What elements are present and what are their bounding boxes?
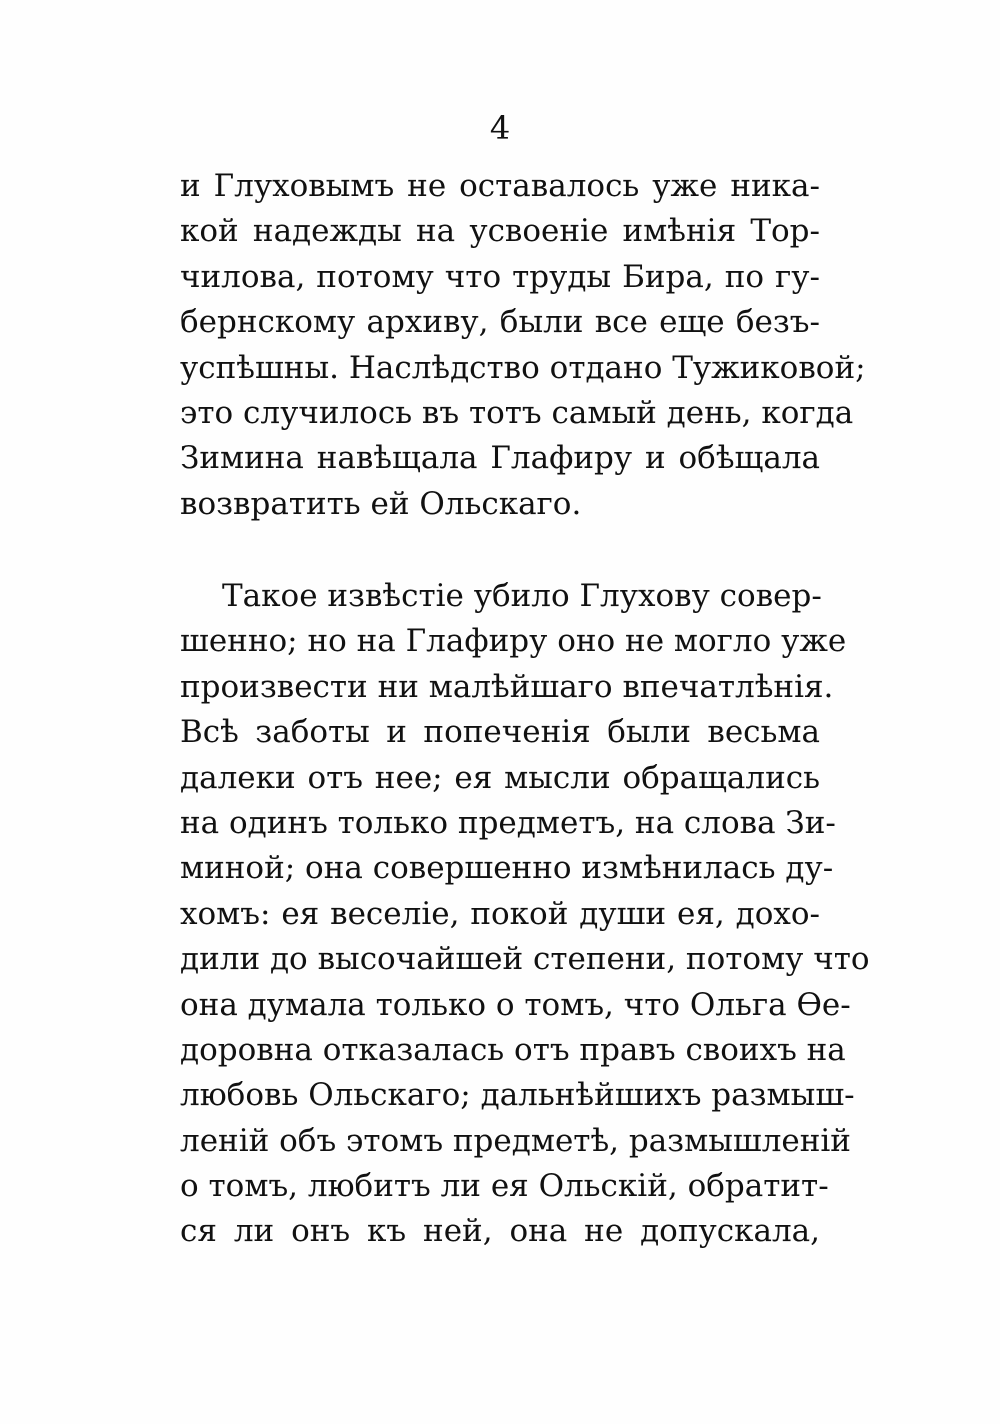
text-line: любовь Ольскаго; дальнѣйшихъ размыш-: [180, 1077, 855, 1114]
text-line: произвести ни малѣйшаго впечатлѣнія.: [180, 668, 834, 705]
text-line: ся ли онъ къ ней, она не допускала,: [180, 1213, 820, 1250]
paragraph-1: [180, 164, 866, 527]
page-number: 4: [489, 109, 511, 147]
text-line: Всѣ заботы и попеченія были весьма: [180, 714, 820, 751]
text-line: возвратить ей Ольскаго.: [180, 485, 582, 522]
text-line: леній объ этомъ предметѣ, размышленій: [180, 1122, 851, 1159]
text-line: шенно; но на Глафиру оно не могло уже: [180, 623, 847, 660]
text-line: хомъ: ея веселіе, покой души ея, дохо-: [180, 895, 820, 932]
text-line: на одинъ только предметъ, на слова Зи-: [180, 804, 836, 841]
text-line: доровна отказалась отъ правъ своихъ на: [180, 1031, 846, 1068]
text-line: и Глуховымъ не оставалось уже ника-: [180, 168, 820, 204]
text-line: Такое извѣстіе убило Глухову совер-: [222, 578, 822, 614]
text-line: о томъ, любитъ ли ея Ольскій, обратит-: [180, 1168, 829, 1205]
text-line: Зимина навѣщала Глафиру и обѣщала: [180, 440, 820, 477]
text-line: чилова, потому что труды Бира, по гу-: [180, 258, 820, 295]
text-line: кой надежды на усвоеніе имѣнія Тор-: [180, 213, 820, 250]
text-line: дили до высочайшей степени, потому что: [180, 941, 870, 978]
paragraph-2: [180, 574, 870, 1255]
text-line: успѣшны. Наслѣдство отдано Тужиковой;: [180, 349, 866, 386]
text-line: она думала только о томъ, что Ольга Ѳе-: [180, 986, 851, 1023]
text-line: миной; она совершенно измѣнилась ду-: [180, 850, 834, 887]
text-line: бернскому архиву, были все еще безъ-: [180, 304, 820, 341]
text-line: это случилось въ тотъ самый день, когда: [180, 394, 854, 431]
text-line: далеки отъ нее; ея мысли обращались: [180, 759, 820, 796]
